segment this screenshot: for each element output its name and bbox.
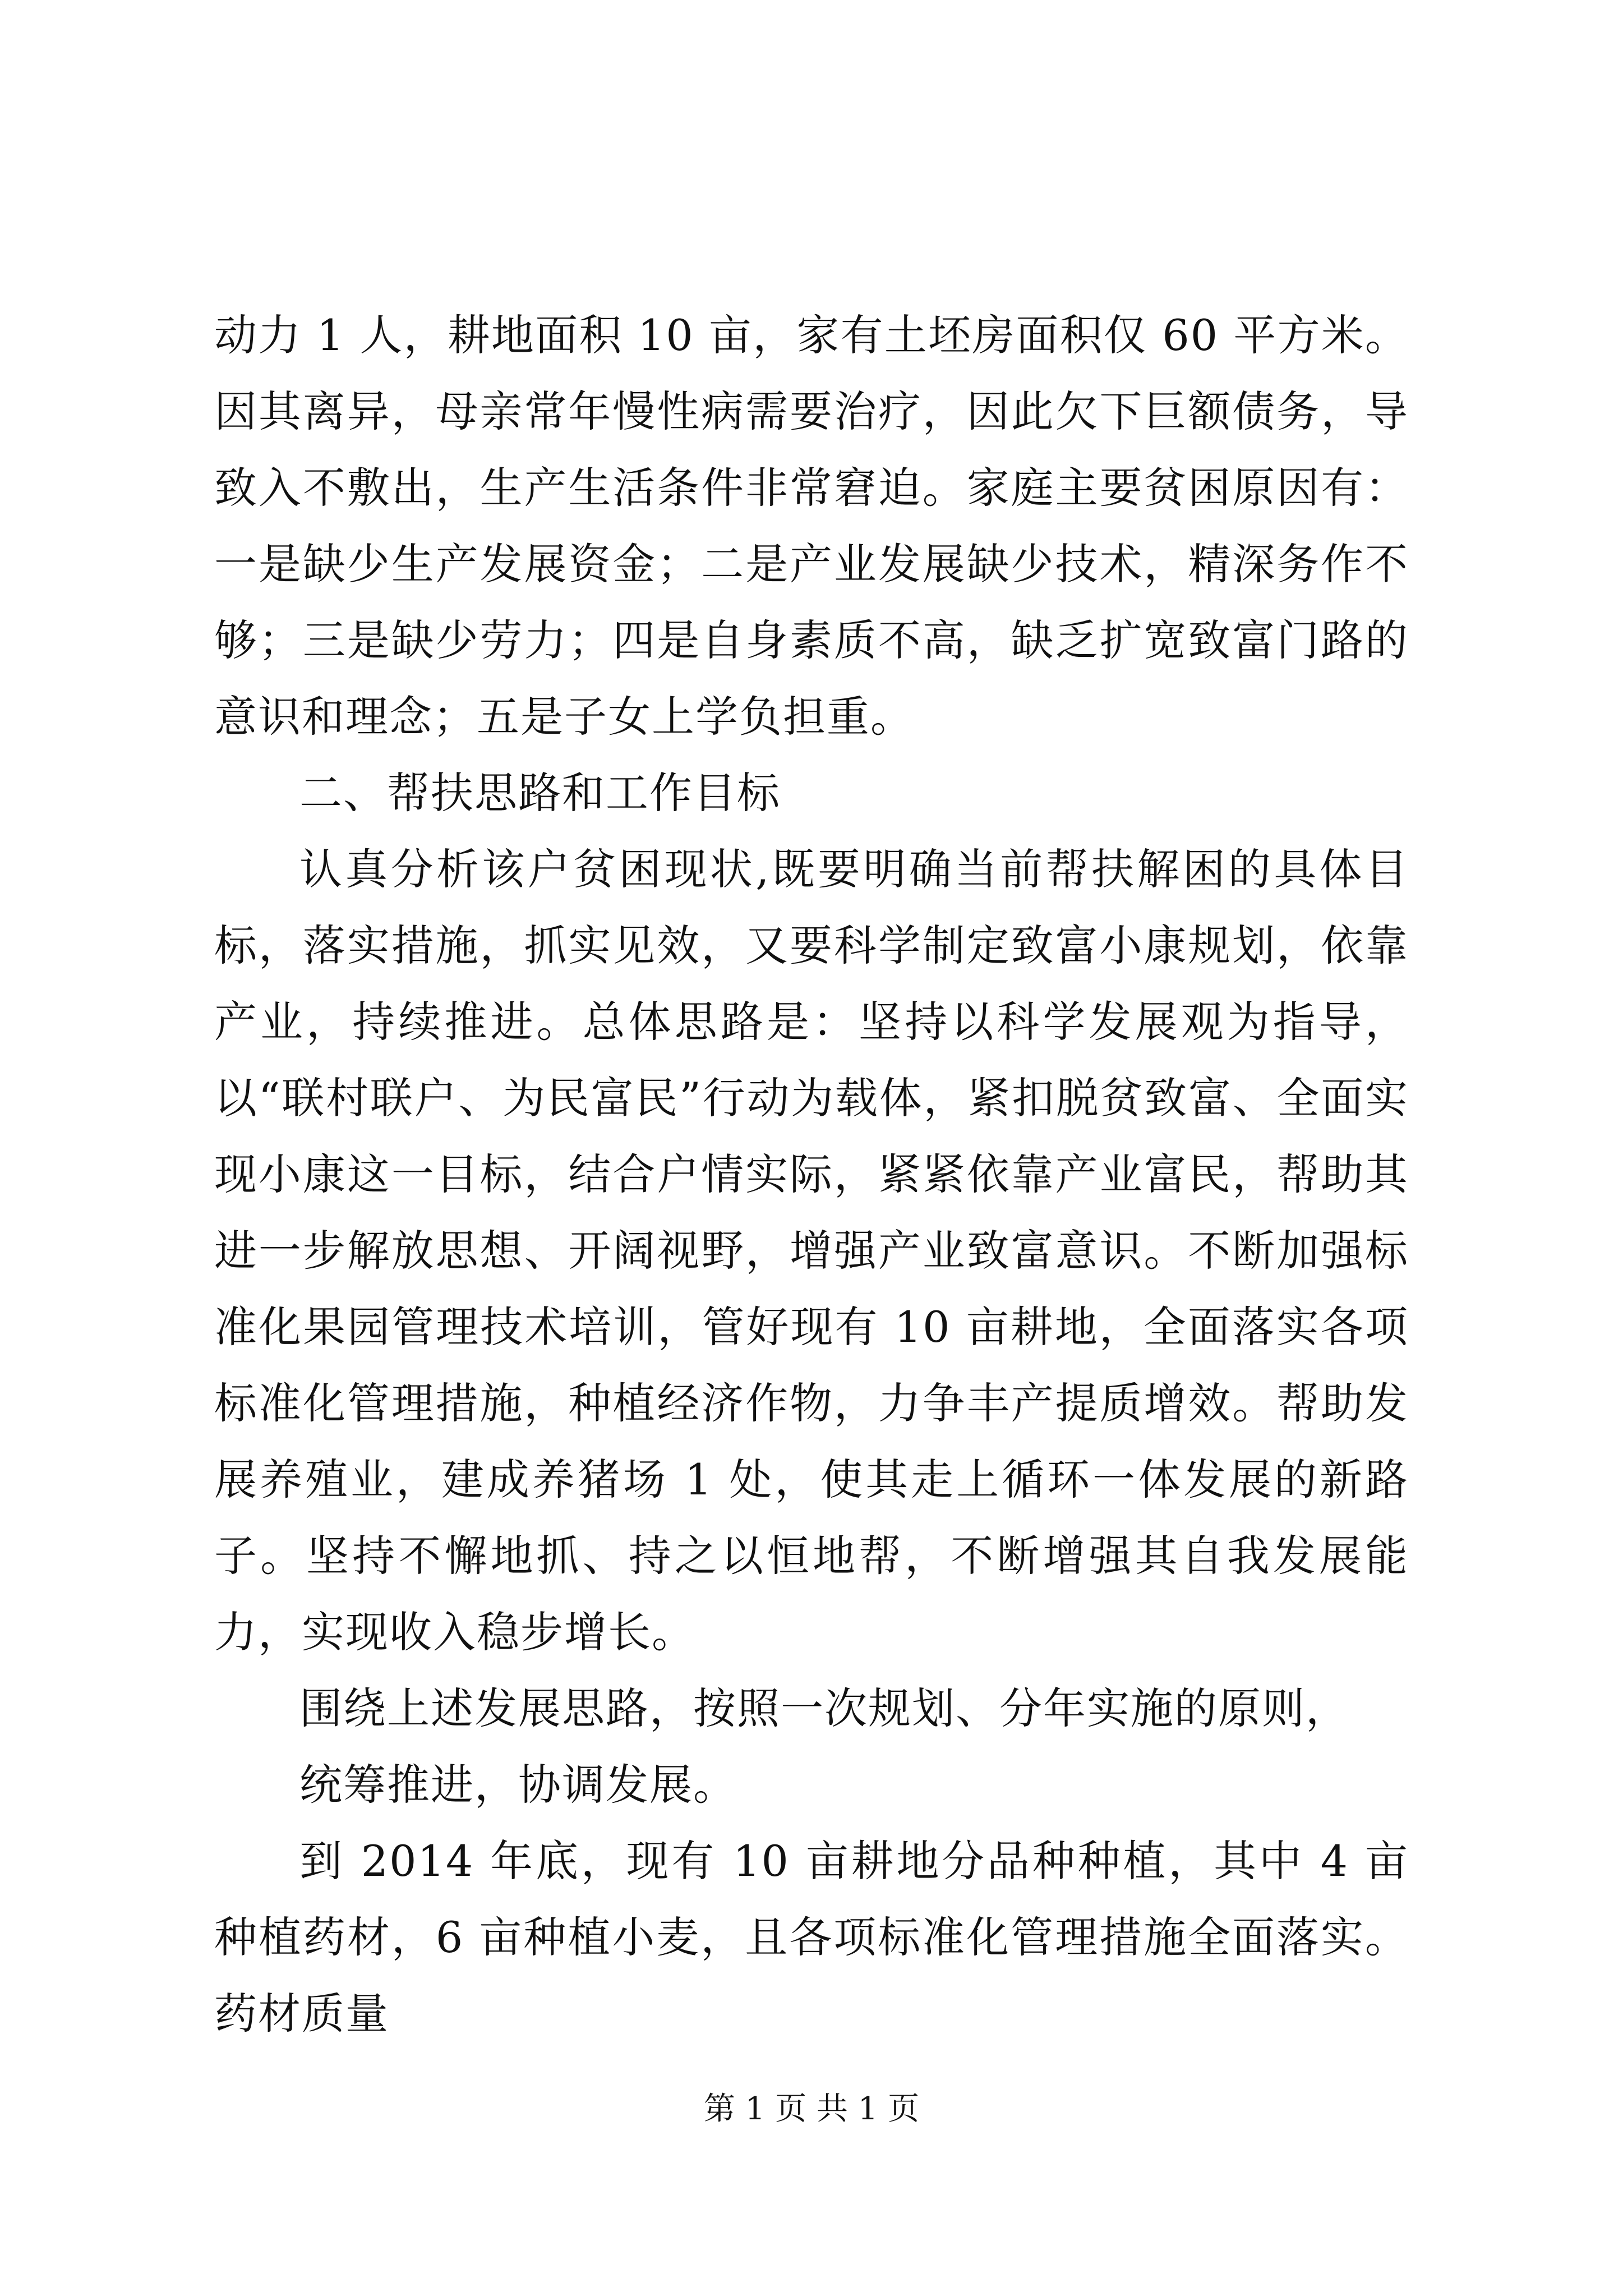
page-number-footer: 第 1 页 共 1 页 — [703, 2091, 920, 2127]
section-heading-assistance-approach: 二、帮扶思路和工作目标 — [299, 768, 781, 818]
paragraph-overall-approach: 认真分析该户贫困现状,既要明确当前帮扶解困的具体目标，落实措施，抓实见效，又要科学制定致富小康规划，依靠产业，持续推进。总体思路是：坚持以科学发展观为指导，以“联村联户、为民富民”行动为载体，紧扣脱贫致富、全面实现小康这一目标，结合户情实际，紧紧依靠产业富民，帮助其进一步解放思想、开阔视野，增强产业致富意识。不断加强标准化果园管理技术培训，管好现有 10 亩耕地，全面落实各项标准化管理措施，种植经济作物，力争丰产提质增效。帮助发展养殖业，建成养猪场 1 处，使其走上循环一体发展的新路子。坚持不懈地抓、持之以恒地帮，不断增强其自我发展能力，实现收入稳步增长。 — [214, 844, 1409, 1657]
paragraph-planning-principle: 围绕上述发展思路，按照一次规划、分年实施的原则， — [299, 1683, 1349, 1733]
document-body — [214, 297, 1409, 2052]
paragraph-2014-target: 到 2014 年底，现有 10 亩耕地分品种种植，其中 4 亩种植药材，6 亩种植小麦，且各项标准化管理措施全面落实。药材质量 — [214, 1836, 1409, 2039]
paragraph-family-situation: 动力 1 人，耕地面积 10 亩，家有土坯房面积仅 60 平方米。因其离异，母亲常年慢性病需要治疗，因此欠下巨额债务，导致入不敷出，生产生活条件非常窘迫。家庭主要贫困原因有：一是缺少生产发展资金；二是产业发展缺少技术，精深务作不够；三是缺少劳力；四是自身素质不高，缺乏扩宽致富门路的意识和理念；五是子女上学负担重。 — [214, 310, 1409, 742]
paragraph-coordinated-development: 统筹推进，协调发展。 — [299, 1760, 737, 1810]
